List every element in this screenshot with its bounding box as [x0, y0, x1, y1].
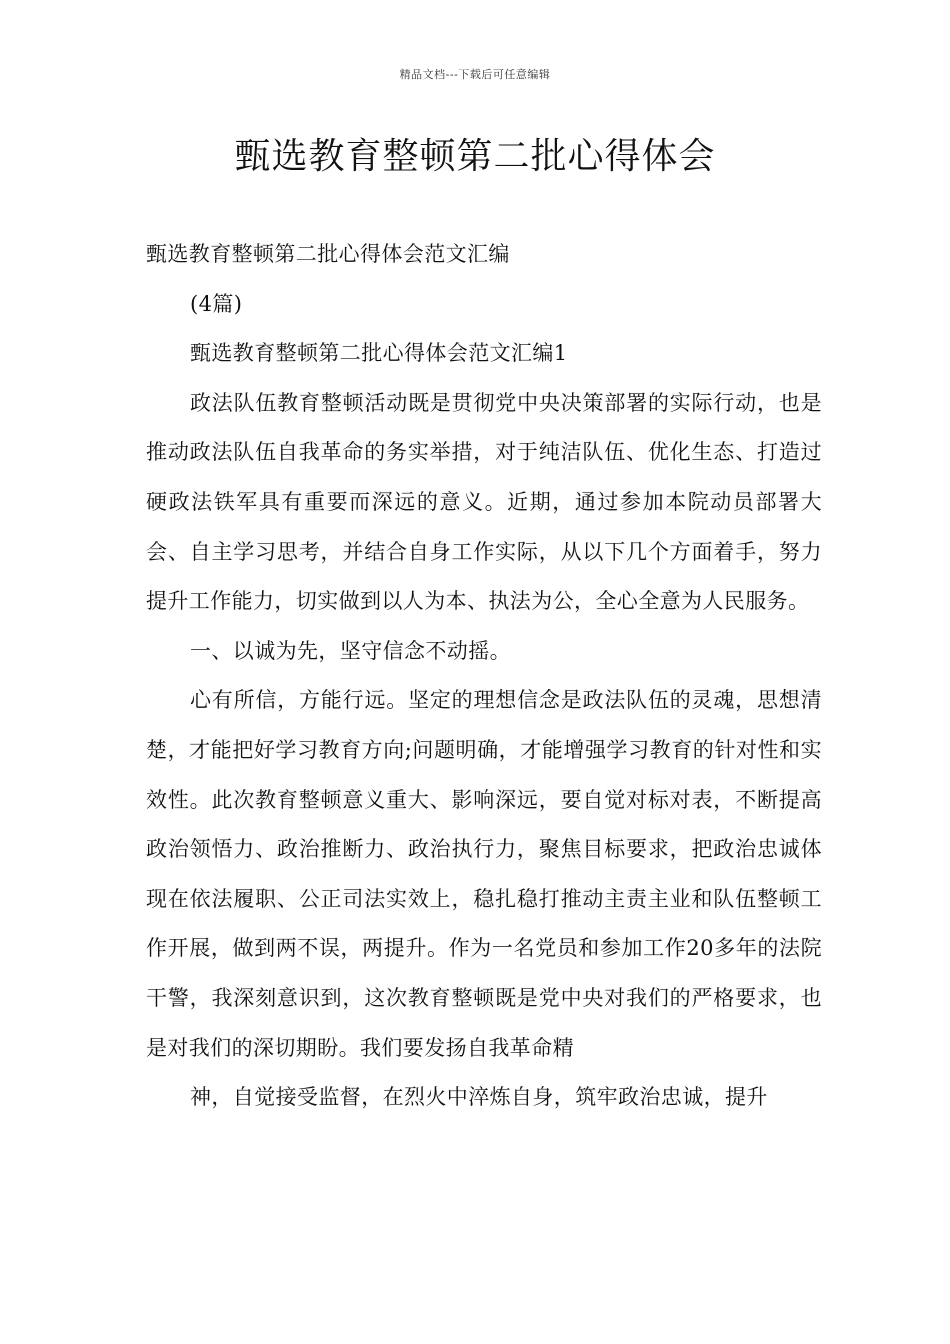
document-title: 甄选教育整顿第二批心得体会 [234, 136, 716, 177]
section-heading: 甄选教育整顿第二批心得体会范文汇编1 [190, 341, 568, 366]
point-heading: 一、以诚为先，坚守信念不动摇。 [190, 638, 511, 663]
header-note: 精品文档---下载后可任意编辑 [399, 68, 551, 81]
subtitle-line: 甄选教育整顿第二批心得体会范文汇编 [146, 242, 510, 266]
body-paragraph: 心有所信，方能行远。坚定的理想信念是政法队伍的灵魂，思想清楚，才能把好学习教育方向;问题明确，才能增强学习教育的针对性和实效性。此次教育整顿意义重大、影响深远，要自觉对标对表，不断提高政治领悟力、政治推断力、政治执行力，聚焦目标要求，把政治忠诚体现在依法履职、公正司法实效上，稳扎稳打推动主责主业和队伍整顿工作开展，做到两不误，两提升。作为一名党员和参加工作20多年的法院干警，我深刻意识到，这次教育整顿既是党中央对我们的严格要求，也是对我们的深切期盼。我们要发扬自我革命精 [146, 688, 822, 1060]
body-paragraph: 政法队伍教育整顿活动既是贯彻党中央决策部署的实际行动，也是推动政法队伍自我革命的务实举措，对于纯洁队伍、优化生态、打造过硬政法铁军具有重要而深远的意义。近期，通过参加本院动员部署大会、自主学习思考，并结合自身工作实际，从以下几个方面着手，努力提升工作能力，切实做到以人为本、执法为公，全心全意为人民服务。 [146, 390, 822, 614]
document-body [146, 230, 822, 1123]
body-paragraph: 神，自觉接受监督，在烈火中淬炼自身，筑牢政治忠诚，提升 [190, 1085, 768, 1110]
count-line: (4篇) [190, 291, 243, 316]
